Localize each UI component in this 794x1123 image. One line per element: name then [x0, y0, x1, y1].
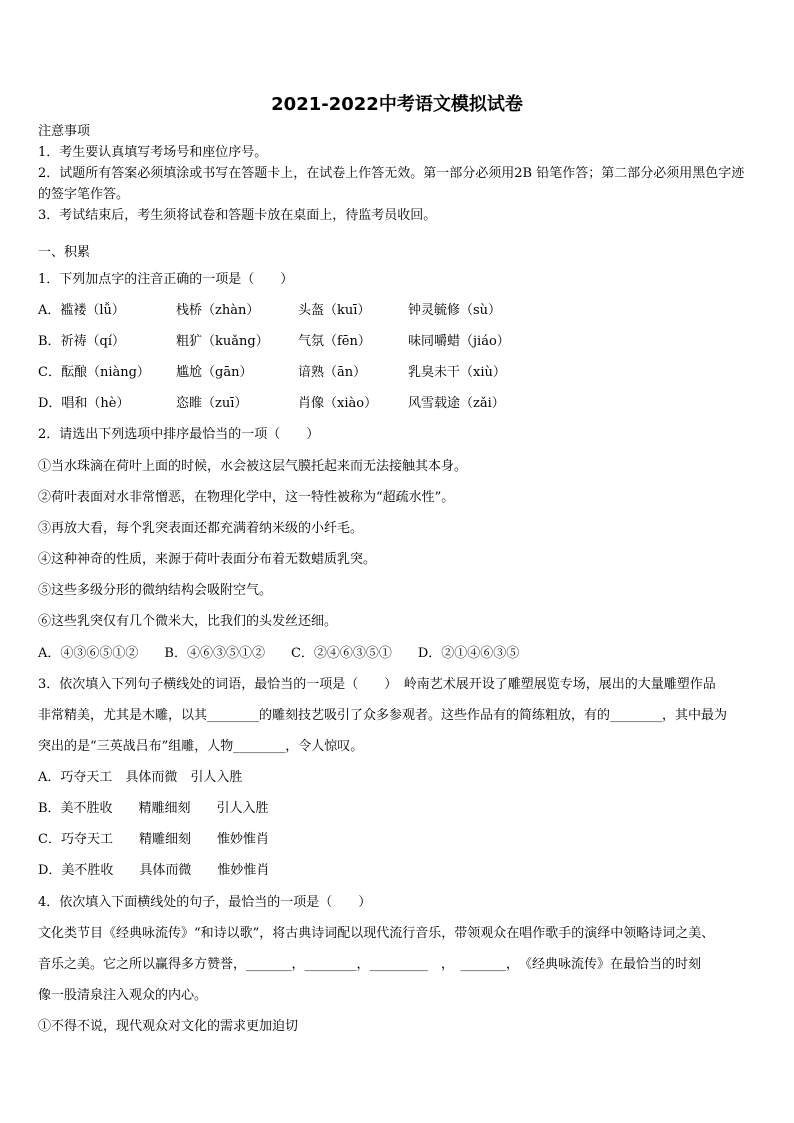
option-cell: C．酝酿（niàng）: [38, 365, 150, 380]
q3-stem: 3．依次填入下列句子横线处的词语，最恰当的一项是（ ） 岭南艺术展开设了雕塑展览专场，展出的大量雕塑作品: [38, 677, 716, 692]
q3-option: B．美不胜收 精雕细刻 引人入胜: [38, 801, 269, 816]
option-cell: D．唱和（hè）: [38, 396, 130, 411]
notice-item: 3．考试结束后，考生须将试卷和答题卡放在桌面上，待监考员收回。: [38, 208, 437, 223]
option-cell: 恣睢（zuī）: [176, 396, 248, 411]
page-title: 2021-2022中考语文模拟试卷: [271, 94, 523, 115]
q3-stem: 非常精美，尤其是木雕，以其________的雕刻技艺吸引了众多参观者。这些作品有的简练粗放，有的________，其中最为: [38, 708, 728, 723]
option-cell: 栈桥（zhàn）: [176, 303, 260, 318]
q4-stem: 4．依次填入下面横线处的句子，最恰当的一项是（ ）: [38, 895, 372, 910]
q2-item: ⑥这些乳突仅有几个微米大，比我们的头发丝还细。: [38, 614, 338, 629]
q4-text: 像一股清泉注入观众的内心。: [38, 988, 208, 1003]
q2-item: ②荷叶表面对水非常憎恶，在物理化学中，这一特性被称为“超疏水性”。: [38, 490, 455, 505]
option-cell: 味同嚼蜡（jiáo）: [408, 334, 510, 349]
option-cell: 肖像（xiào）: [298, 396, 378, 411]
option-cell: 头盔（kuī）: [298, 303, 371, 318]
q3-option: D．美不胜收 具体而微 惟妙惟肖: [38, 863, 270, 878]
q2-item: ①当水珠滴在荷叶上面的时候，水会被这层气膜托起来而无法接触其本身。: [38, 459, 468, 474]
q4-item: ①不得不说，现代观众对文化的需求更加迫切: [38, 1019, 299, 1034]
q3-option: A．巧夺天工 具体而微 引人入胜: [38, 770, 243, 785]
option-cell: 尴尬（gān）: [176, 365, 253, 380]
q1-option-row: [38, 301, 756, 321]
option-cell: 乳臭未干（xiù）: [408, 365, 506, 380]
q2-answers: A．④③⑥⑤①② B．④⑥③⑤①② C．②④⑥③⑤① D．②①④⑥③⑤: [38, 646, 520, 661]
q3-option: C．巧夺天工 精雕细刻 惟妙惟肖: [38, 832, 269, 847]
option-cell: 气氛（fēn）: [298, 334, 371, 349]
q2-item: ⑤这些多级分形的微纳结构会吸附空气。: [38, 583, 273, 598]
q2-stem: 2．请选出下列选项中排序最恰当的一项（ ）: [38, 427, 320, 442]
notice-item: 2．试题所有答案必须填涂或书写在答题卡上，在试卷上作答无效。第一部分必须用2B 铅笔作答；第二部分必须用黑色字迹的签字笔作答。: [38, 166, 745, 202]
q1-option-row: [38, 363, 756, 383]
option-cell: 谙熟（ān）: [298, 365, 367, 380]
q1-option-row: [38, 394, 756, 414]
notice-item: 1．考生要认真填写考场号和座位序号。: [38, 145, 268, 160]
option-cell: 钟灵毓修（sù）: [408, 303, 502, 318]
q1-option-row: [38, 332, 756, 352]
option-cell: 粗犷（kuǎng）: [176, 334, 269, 349]
q3-stem: 突出的是“三英战吕布”组雕，人物________，令人惊叹。: [38, 739, 364, 754]
q2-item: ③再放大看，每个乳突表面还都充满着纳米级的小纤毛。: [38, 521, 364, 536]
option-cell: B．祈祷（qí）: [38, 334, 126, 349]
option-cell: A．褴褛（lǚ）: [38, 303, 125, 318]
q4-text: 文化类节目《经典咏流传》“和诗以歌”，将古典诗词配以现代流行音乐，带领观众在唱作歌手的演绎中领略诗词之美、: [38, 926, 715, 941]
notice-heading: 注意事项: [38, 124, 91, 139]
q2-item: ④这种神奇的性质，来源于荷叶表面分布着无数蜡质乳突。: [38, 552, 377, 567]
q4-text: 音乐之美。它之所以赢得多方赞誉，_______，________，_________ ， _______， 《经典咏流传》在最恰当的时刻: [38, 957, 702, 972]
option-cell: 风雪载途（zǎi）: [408, 396, 505, 411]
section-heading: 一、积累: [38, 245, 91, 260]
q1-stem: 1．下列加点字的注音正确的一项是（ ）: [38, 272, 294, 287]
notice-section: [38, 121, 756, 226]
